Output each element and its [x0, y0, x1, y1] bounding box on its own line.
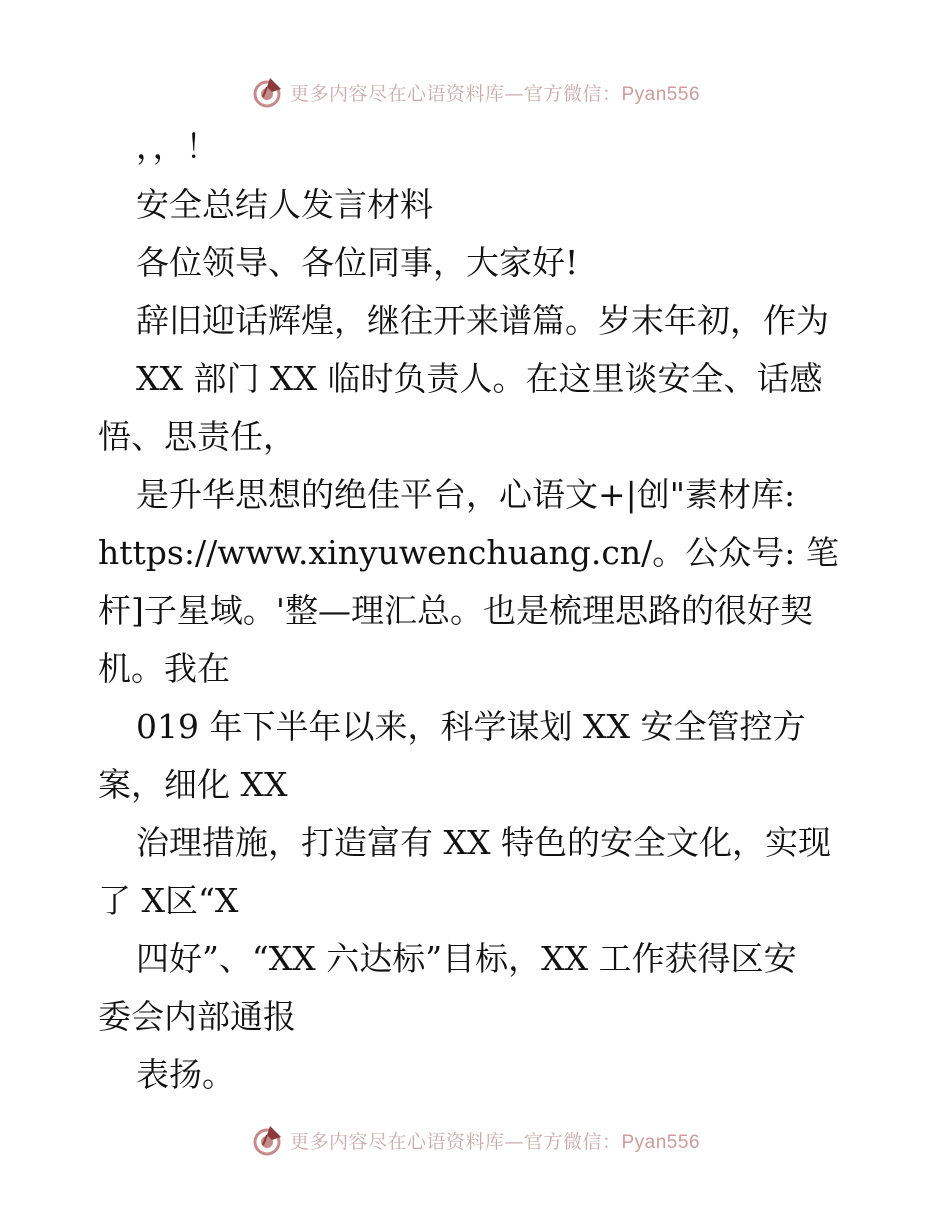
text-line: https://www.xinyuwenchuang.cn/。公众号: 笔 [98, 533, 839, 572]
document-body [98, 118, 858, 1104]
text-line: ，，！ [136, 127, 219, 166]
text-line: XX 部门 XX 临时负责人。在这里谈安全、话感 [136, 359, 823, 398]
watermark-text: 更多内容尽在心语资料库—官方微信：Pyan556 [289, 82, 701, 105]
header-watermark [0, 72, 950, 112]
text-line: 悟、思责任， [98, 417, 296, 456]
text-line: 机。我在 [98, 649, 230, 688]
quill-seal-logo-icon [250, 1123, 284, 1157]
text-line: 案，细化 XX [98, 765, 288, 804]
text-line: 委会内部通报 [98, 997, 296, 1036]
text-line: 各位领导、各位同事，大家好! [136, 243, 579, 282]
text-line: 杆]子星域。'整—理汇总。也是梳理思路的很好契 [98, 591, 813, 630]
watermark-brand [250, 75, 700, 109]
text-line: 辞旧迎话辉煌，继往开来谱篇。岁末年初，作为 [136, 301, 829, 340]
text-line: 治理措施，打造富有 XX 特色的安全文化，实现 [136, 823, 831, 862]
text-line: 表扬。 [136, 1055, 235, 1094]
watermark-brand [250, 1123, 700, 1157]
watermark-text: 更多内容尽在心语资料库—官方微信：Pyan556 [289, 1130, 701, 1153]
footer-watermark [0, 1120, 950, 1160]
quill-seal-logo-icon [250, 75, 284, 109]
text-line: 了 X区“X [98, 881, 239, 920]
text-line: 四好”、“XX 六达标”目标，XX 工作获得区安 [136, 939, 797, 978]
text-line: 是升华思想的绝佳平台，心语文+|创"素材库: [136, 475, 796, 514]
document-title: 安全总结人发言材料 [136, 185, 433, 224]
text-line: 019 年下半年以来，科学谋划 XX 安全管控方 [136, 707, 806, 746]
